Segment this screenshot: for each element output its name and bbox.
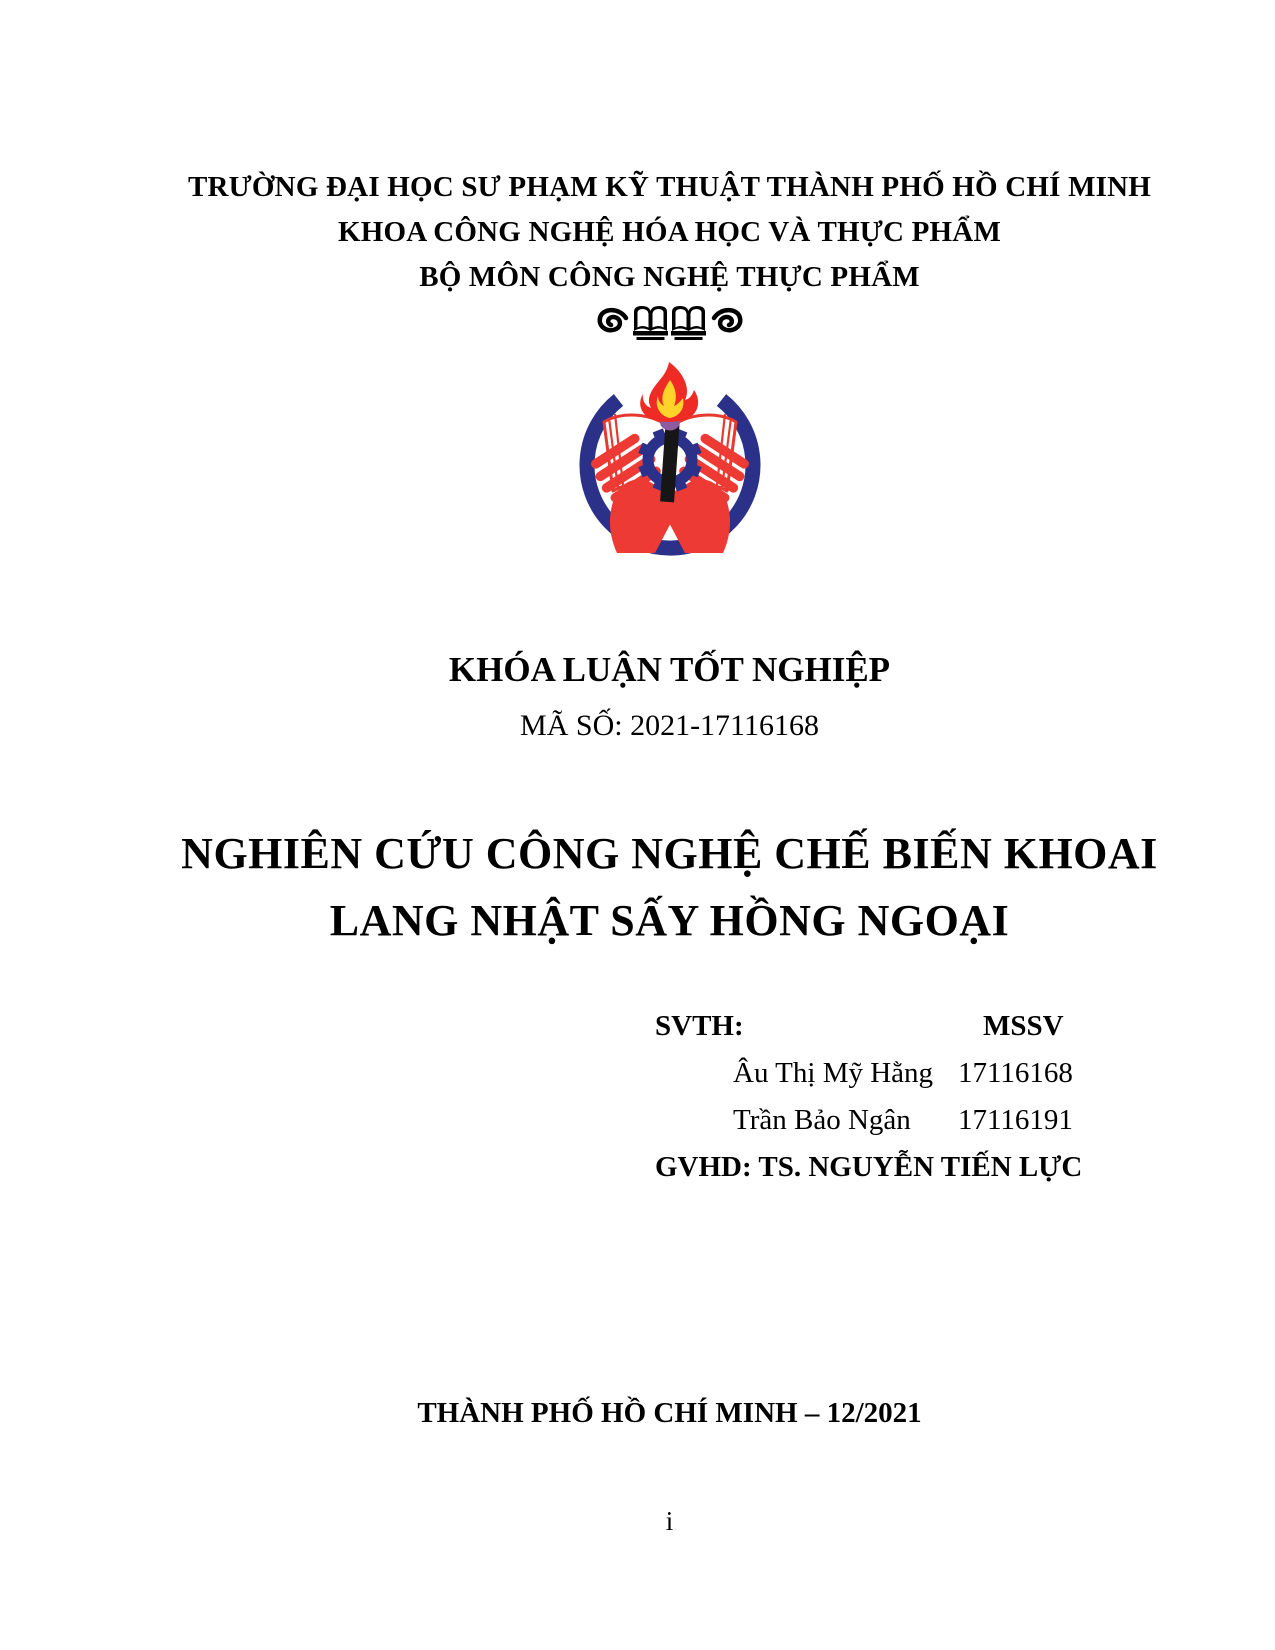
university-logo-icon xyxy=(575,356,765,556)
city-date-line: THÀNH PHỐ HỒ CHÍ MINH – 12/2021 xyxy=(417,1397,922,1429)
advisor-name: GVHD: TS. NGUYỄN TIẾN LỰC xyxy=(655,1151,1083,1183)
student-row xyxy=(655,1104,1125,1151)
student-row xyxy=(655,1057,1125,1104)
document-type-heading: KHÓA LUẬN TỐT NGHIỆP xyxy=(448,650,891,689)
student-id: 17116191 xyxy=(958,1104,1073,1136)
info-header-row xyxy=(655,1010,1125,1057)
university-name: TRƯỜNG ĐẠI HỌC SƯ PHẠM KỸ THUẬT THÀNH PHỐ HỒ CHÍ MINH xyxy=(187,171,1152,203)
student-id: 17116168 xyxy=(958,1057,1073,1089)
thesis-title-line1: NGHIÊN CỨU CÔNG NGHỆ CHẾ BIẾN KHOAI xyxy=(181,829,1158,878)
student-advisor-block xyxy=(655,1010,1125,1198)
mssv-label: MSSV xyxy=(983,1010,1064,1042)
student-name: Âu Thị Mỹ Hằng xyxy=(733,1057,934,1089)
thesis-title xyxy=(177,820,1162,954)
department-name: BỘ MÔN CÔNG NGHỆ THỰC PHẨM xyxy=(419,261,920,293)
thesis-title-line2: LANG NHẬT SẤY HỒNG NGOẠI xyxy=(329,896,1010,945)
page-number: i xyxy=(665,1506,674,1536)
svth-label: SVTH: xyxy=(655,1010,744,1042)
university-logo xyxy=(177,356,1162,556)
book-divider-icon xyxy=(595,303,745,343)
student-name: Trần Bảo Ngân xyxy=(733,1104,911,1136)
advisor-row xyxy=(655,1151,1125,1198)
faculty-name: KHOA CÔNG NGHỆ HÓA HỌC VÀ THỰC PHẨM xyxy=(337,216,1002,248)
thesis-code: MÃ SỐ: 2021-17116168 xyxy=(520,709,819,742)
book-divider-ornament xyxy=(177,303,1162,345)
